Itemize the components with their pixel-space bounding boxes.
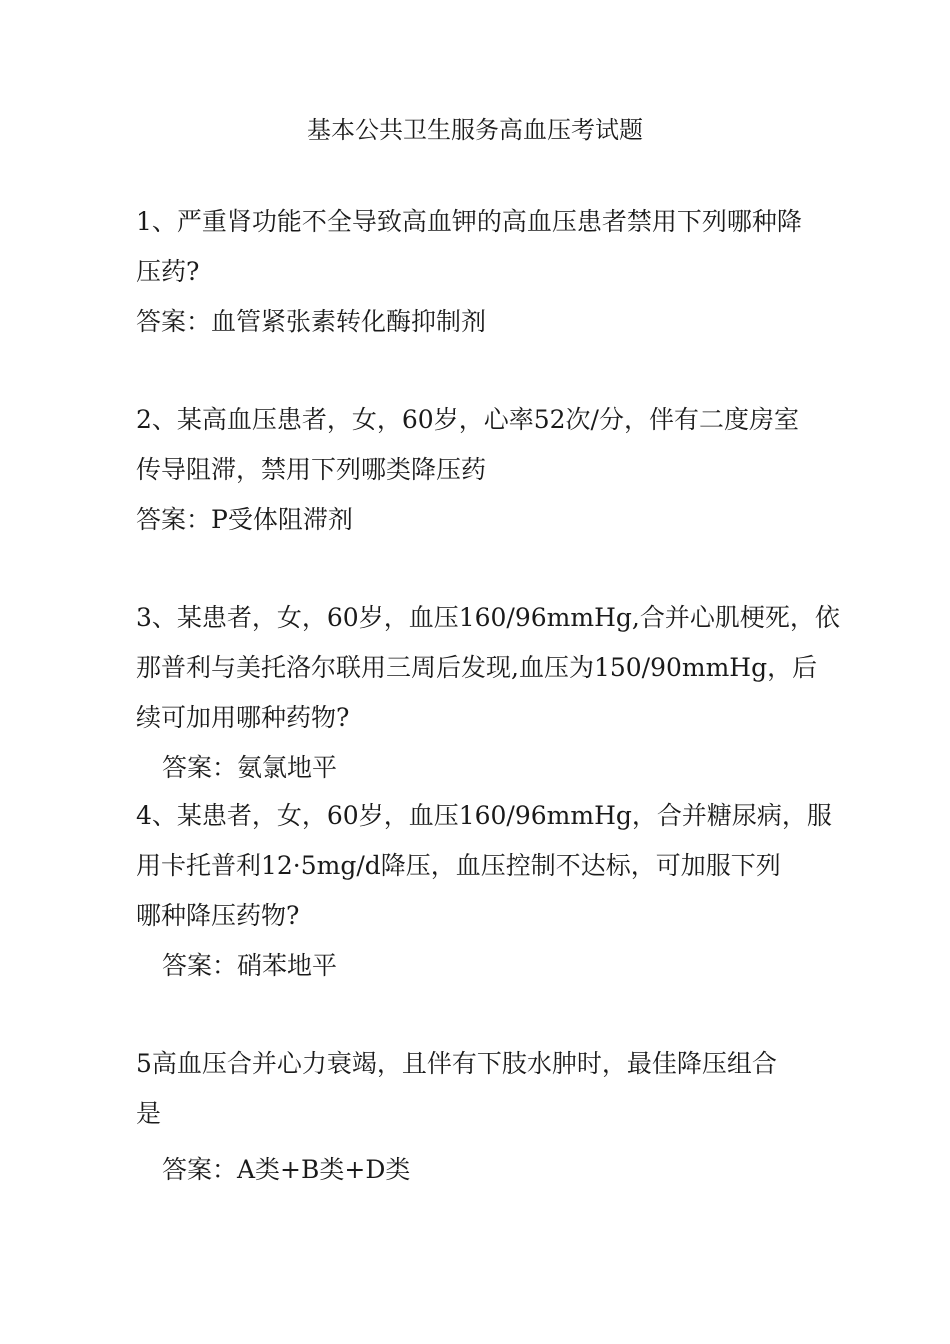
question-4-line-3: 哪种降压药物? <box>136 901 300 930</box>
question-2-line-2: 传导阻滞，禁用下列哪类降压药 <box>136 455 487 484</box>
question-4-line-1: 4、某患者，女，60岁，血压160/96mmHg，合并糖尿病，服 <box>136 801 832 830</box>
question-5-line-2: 是 <box>136 1099 162 1128</box>
document-title: 基本公共卫生服务高血压考试题 <box>307 116 643 144</box>
question-4-answer: 答案：硝苯地平 <box>162 951 338 980</box>
question-2-line-1: 2、某高血压患者，女，60岁，心率52次/分，伴有二度房室 <box>136 405 799 434</box>
question-3-line-3: 续可加用哪种药物? <box>136 703 350 732</box>
question-2-answer: 答案：P受体阻滞剂 <box>136 505 353 534</box>
question-5-line-1: 5高血压合并心力衰竭，且伴有下肢水肿时，最佳降压组合 <box>136 1049 777 1078</box>
question-3-line-1: 3、某患者，女，60岁，血压160/96mmHg,合并心肌梗死，依 <box>136 603 840 632</box>
question-1-answer: 答案：血管紧张素转化酶抑制剂 <box>136 307 487 336</box>
question-3-line-2: 那普利与美托洛尔联用三周后发现,血压为150/90mmHg，后 <box>136 653 818 682</box>
question-1-line-2: 压药? <box>136 257 200 286</box>
question-3-answer: 答案：氨氯地平 <box>162 753 338 782</box>
question-4-line-2: 用卡托普利12·5mg/d降压，血压控制不达标，可加服下列 <box>136 851 781 880</box>
question-5-answer: 答案：A类+B类+D类 <box>162 1155 411 1184</box>
question-1-line-1: 1、严重肾功能不全导致高血钾的高血压患者禁用下列哪种降 <box>136 207 802 236</box>
